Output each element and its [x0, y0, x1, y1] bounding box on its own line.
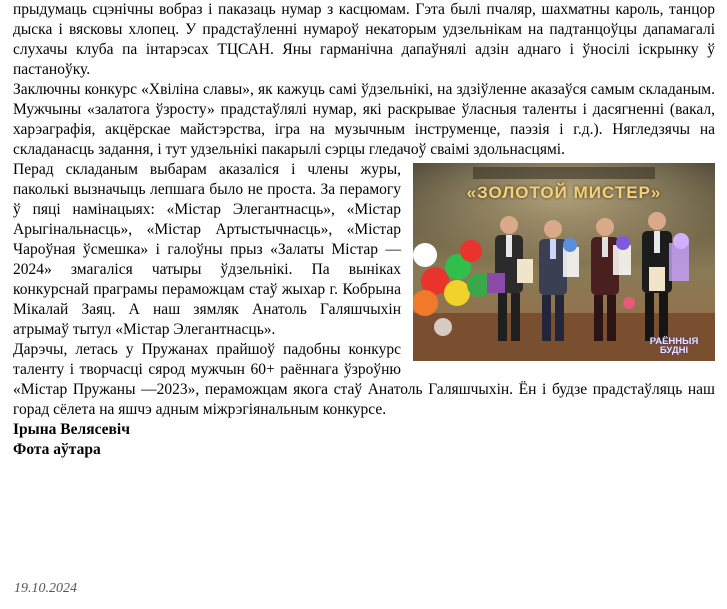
paragraph-2: Заключны конкурс «Хвіліна славы», як кажуць самі ўдзельнікі, на здзіўленне аказаўся самым складаным. Мужчыны «залатога ўзросту» прадстаўлялі нумар, які раскрывае ўласныя таленты і дасягненні (вакал, харэаграфія, акцёрскае майстэрства, ігра на музычным інструменце, паэзія і г.д.). Нягледзячы на складанасць задання, і тут удзельнікі пакарылі сэрцы гледачоў сваімі здольнасцямі. — [13, 81, 715, 158]
paragraph-3: Перад складаным выбарам аказаліся і члены журы, паколькі вызначыць лепшага было не проста. За перамогу ў пяці намінацыях: «Містар Элегантнасць», «Містар Арыгінальнасць», «Містар Артыстычнасць», «Містар Чароўная ўсмешка» і галоўны прыз «Залаты Містар — 2024» змагаліся чатыры ўдзельнікі. Па выніках конкурснай праграмы пераможцам стаў жыхар г. Кобрына Мікалай Заяц. А наш зямляк Анатоль Галяшчыхін атрымаў тытул «Містар Элегантнасць». — [13, 161, 401, 338]
photo-banner-text: «ЗОЛОТОЙ МИСТЕР» — [466, 183, 662, 202]
event-photo — [413, 163, 715, 361]
publication-date: 19.10.2024 — [14, 581, 77, 596]
photo-credit: Фота аўтара — [13, 441, 101, 458]
article-body — [13, 0, 715, 460]
paragraph-4: Дарэчы, летась у Пружанах прайшоў падобны конкурс таленту і творчасці сярод мужчын 60+ раённага ўзроўню «Містар Пружаны —2023», пераможцам якога стаў Анатоль Галяшчыхін. Ён і будзе прадстаўляць наш горад сёлета на яшчэ адным міжрэгіянальным конкурсе. — [13, 341, 715, 418]
paragraph-1: прыдумаць сцэнічны вобраз і паказаць нумар з касцюмам. Гэта былі пчаляр, шахматны кароль, танцор дыска і вясковы хлопец. У прадстаўленні нумароў некаторым удзельнікам на падтанцоўцы дапамагалі слухачы клуба па інтарэсах ТЦСАН. Яны гарманічна дапаўнялі адзін аднаго і ўносілі іскрынку ў пастаноўку. — [13, 1, 715, 78]
author-name: Ірына Велясевіч — [13, 421, 130, 438]
photo-watermark: РАЁННЫЯ БУДНІ — [649, 336, 699, 356]
